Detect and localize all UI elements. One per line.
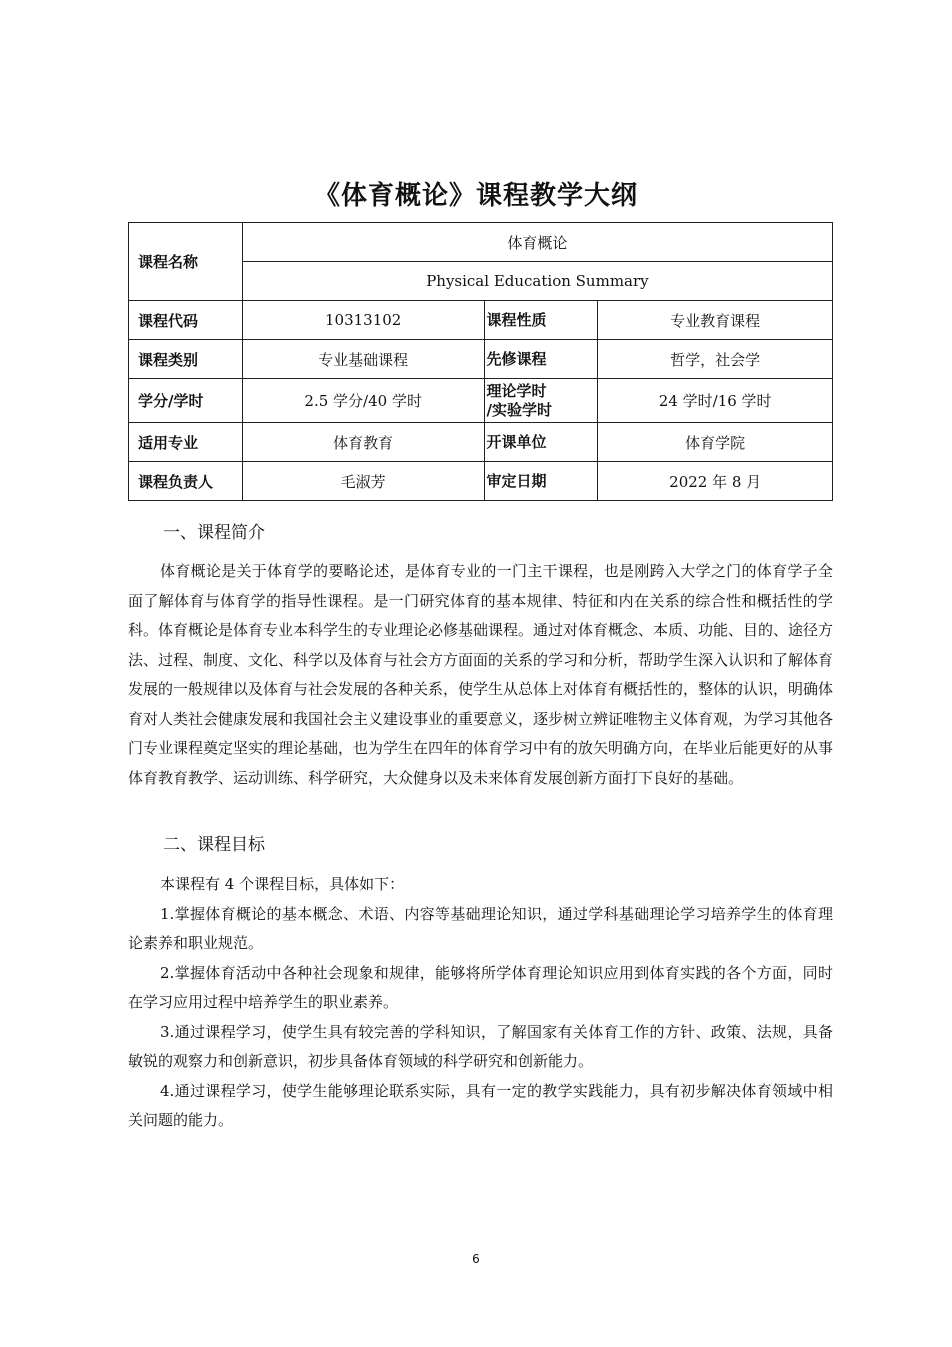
- goal-item-1: 1.掌握体育概论的基本概念、术语、内容等基础理论知识，通过学科基础理论学习培养学生的体育理论素养和职业规范。: [128, 904, 833, 952]
- section-heading-goals: 二、课程目标: [163, 835, 265, 855]
- course-goals-body: [128, 870, 833, 1136]
- course-name-label: 课程名称: [129, 223, 243, 301]
- offering-dept-value: 体育学院: [598, 423, 833, 462]
- course-code-value: 10313102: [242, 301, 484, 340]
- prerequisite-label: 先修课程: [484, 340, 598, 379]
- course-owner-value: 毛淑芳: [242, 462, 484, 501]
- applicable-major-value: 体育教育: [242, 423, 484, 462]
- course-name-cn: 体育概论: [242, 223, 832, 262]
- credit-hours-value: 2.5 学分/40 学时: [242, 379, 484, 423]
- course-code-label: 课程代码: [129, 301, 243, 340]
- course-category-label: 课程类别: [129, 340, 243, 379]
- offering-dept-label: 开课单位: [484, 423, 598, 462]
- section-heading-intro: 一、课程简介: [163, 523, 265, 543]
- document-title: 《体育概论》课程教学大纲: [313, 181, 638, 211]
- course-name-en: Physical Education Summary: [242, 262, 832, 301]
- theory-lab-hours-value: 24 学时/16 学时: [598, 379, 833, 423]
- theory-hours-label-line2: /实验学时: [486, 400, 553, 419]
- course-nature-value: 专业教育课程: [598, 301, 833, 340]
- theory-hours-label-line1: 理论学时: [486, 381, 547, 400]
- course-intro-paragraph: 体育概论是关于体育学的要略论述，是体育专业的一门主干课程，也是刚跨入大学之门的体育学子全面了解体育与体育学的指导性课程。是一门研究体育的基本规律、特征和内在关系的综合性和概括性的学科。体育概论是体育专业本科学生的专业理论必修基础课程。通过对体育概念、本质、功能、目的、途径方法、过程、制度、文化、科学以及体育与社会方方面面的关系的学习和分析，帮助学生深入认识和了解体育发展的一般规律以及体育与社会发展的各种关系，使学生从总体上对体育有概括性的，整体的认识，明确体育对人类社会健康发展和我国社会主义建设事业的重要意义，逐步树立辨证唯物主义体育观，为学习其他各门专业课程奠定坚实的理论基础，也为学生在四年的体育学习中有的放矢明确方向，在毕业后能更好的从事体育教育教学、运动训练、科学研究，大众健身以及未来体育发展创新方面打下良好的基础。: [128, 562, 834, 787]
- goal-item-3: 3.通过课程学习，使学生具有较完善的学科知识，了解国家有关体育工作的方针、政策、法规，具备敏锐的观察力和创新意识，初步具备体育领域的科学研究和创新能力。: [128, 1022, 833, 1070]
- course-info-table: [128, 222, 833, 501]
- review-date-value: 2022 年 8 月: [598, 462, 833, 501]
- course-category-value: 专业基础课程: [242, 340, 484, 379]
- theory-lab-hours-label: [484, 379, 598, 423]
- course-owner-label: 课程负责人: [129, 462, 243, 501]
- prerequisite-value: 哲学，社会学: [598, 340, 833, 379]
- goal-item-4: 4.通过课程学习，使学生能够理论联系实际，具有一定的教学实践能力，具有初步解决体育领域中相关问题的能力。: [128, 1081, 833, 1129]
- course-nature-label: 课程性质: [484, 301, 598, 340]
- goal-item-2: 2.掌握体育活动中各种社会现象和规律，能够将所学体育理论知识应用到体育实践的各个方面，同时在学习应用过程中培养学生的职业素养。: [128, 963, 833, 1011]
- applicable-major-label: 适用专业: [129, 423, 243, 462]
- page-number: 6: [472, 1252, 480, 1266]
- goals-intro: 本课程有 4 个课程目标，具体如下：: [160, 875, 405, 893]
- review-date-label: 审定日期: [484, 462, 598, 501]
- course-intro-body: [128, 557, 833, 793]
- credit-hours-label: 学分/学时: [129, 379, 243, 423]
